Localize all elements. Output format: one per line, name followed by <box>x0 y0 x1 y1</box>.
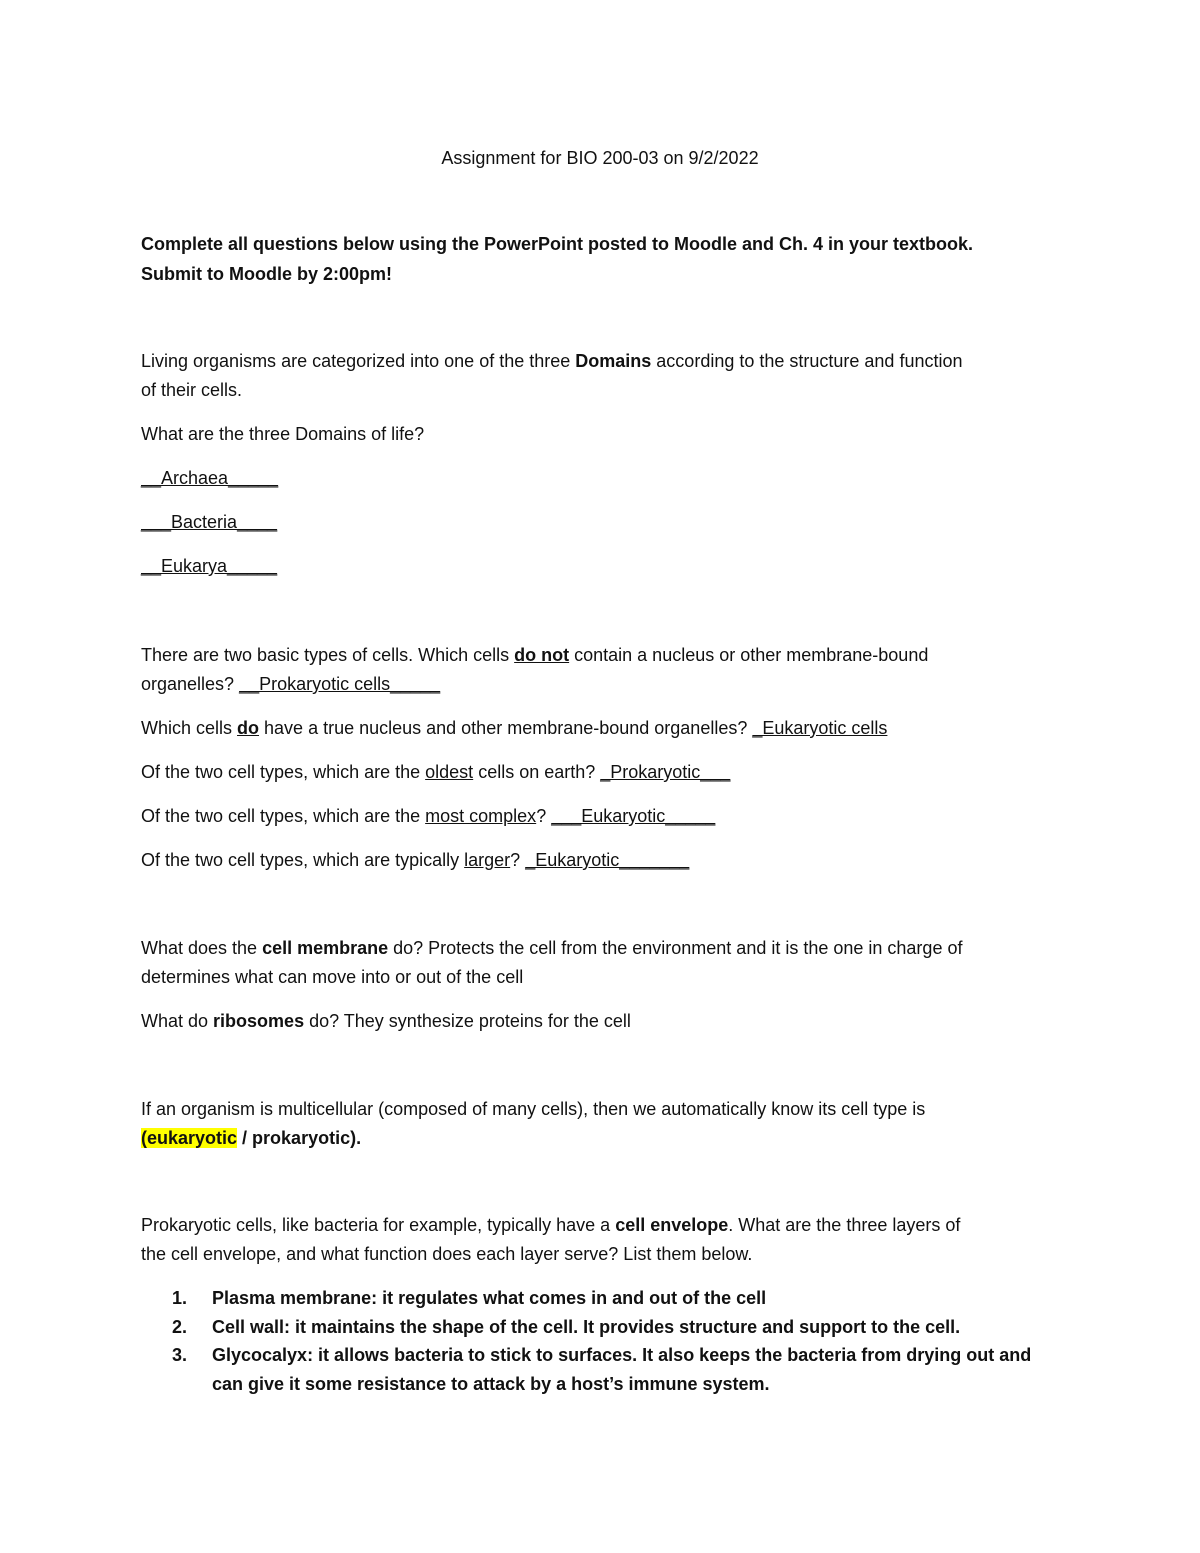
q3-text: Of the two cell types, which are the <box>141 762 426 782</box>
cell-types-question-1 <box>141 643 928 667</box>
q5-answer: _Eukaryotic_______ <box>525 850 690 870</box>
domains-intro-pre: Living organisms are categorized into one of the three <box>141 351 576 371</box>
list-number-1: 1. <box>172 1288 188 1308</box>
envelope-term: cell envelope <box>615 1215 729 1235</box>
membrane-question-line-2: determines what can move into or out of the cell <box>141 967 524 987</box>
envelope-text: Prokaryotic cells, like bacteria for example, typically have a <box>141 1215 616 1235</box>
multicellular-choice-rest: / prokaryotic). <box>237 1128 362 1148</box>
multicellular-choice <box>141 1126 361 1150</box>
q4-emphasis: most complex <box>425 806 537 826</box>
membrane-question <box>141 936 962 960</box>
q2-text: Which cells <box>141 718 238 738</box>
cell-types-question-2 <box>141 716 887 740</box>
q2-answer: _Eukaryotic cells <box>752 718 888 738</box>
domain-answer-eukarya: __Eukarya_____ <box>141 556 278 576</box>
document-title: Assignment for BIO 200-03 on 9/2/2022 <box>441 148 759 168</box>
envelope-question <box>141 1213 960 1237</box>
cell-types-question-5 <box>141 848 689 872</box>
domains-term: Domains <box>575 351 652 371</box>
domain-answer-archaea: __Archaea_____ <box>141 468 279 488</box>
list-item-glycocalyx: Glycocalyx: it allows bacteria to stick to surfaces. It also keeps the bacteria from drying out and <box>212 1345 1032 1365</box>
ribosomes-answer: do? They synthesize proteins for the cell <box>304 1011 631 1031</box>
q1-text-post: contain a nucleus or other membrane-bound <box>569 645 929 665</box>
q3-answer: _Prokaryotic___ <box>600 762 731 782</box>
q1-emphasis: do not <box>514 645 570 665</box>
domains-intro <box>141 349 962 373</box>
q1-text: There are two basic types of cells. Which cells <box>141 645 515 665</box>
envelope-question-line-2: the cell envelope, and what function does each layer serve? List them below. <box>141 1244 753 1264</box>
q4-answer: ___Eukaryotic_____ <box>551 806 716 826</box>
ribosomes-text: What do <box>141 1011 214 1031</box>
list-number-2: 2. <box>172 1317 188 1337</box>
list-item-plasma-membrane: Plasma membrane: it regulates what comes in and out of the cell <box>212 1288 767 1308</box>
q1-line2-text: organelles? <box>141 674 240 694</box>
cell-types-question-4 <box>141 804 715 828</box>
multicellular-question: If an organism is multicellular (composed of many cells), then we automatically know its cell type is <box>141 1099 926 1119</box>
domain-answer-bacteria: ___Bacteria____ <box>141 512 278 532</box>
q3-emphasis: oldest <box>425 762 474 782</box>
instructions-line-2: Submit to Moodle by 2:00pm! <box>141 264 393 284</box>
instructions-line-1: Complete all questions below using the PowerPoint posted to Moodle and Ch. 4 in your textbook. <box>141 234 974 254</box>
domains-question: What are the three Domains of life? <box>141 424 425 444</box>
membrane-term: cell membrane <box>262 938 389 958</box>
ribosomes-question <box>141 1009 631 1033</box>
domains-intro-line-2: of their cells. <box>141 380 243 400</box>
cell-types-question-1-line-2 <box>141 672 440 696</box>
list-number-3: 3. <box>172 1345 188 1365</box>
membrane-answer: do? Protects the cell from the environment and it is the one in charge of <box>388 938 963 958</box>
ribosomes-term: ribosomes <box>213 1011 305 1031</box>
q5-text: Of the two cell types, which are typically <box>141 850 465 870</box>
q2-emphasis: do <box>237 718 260 738</box>
domains-intro-post: according to the structure and function <box>651 351 963 371</box>
q2-text-post: have a true nucleus and other membrane-bound organelles? <box>259 718 753 738</box>
list-item-glycocalyx-continued: can give it some resistance to attack by a host’s immune system. <box>212 1374 770 1394</box>
q4-text-post: ? <box>536 806 552 826</box>
q5-emphasis: larger <box>464 850 511 870</box>
multicellular-highlighted-answer: (eukaryotic <box>141 1128 238 1148</box>
envelope-text-post: . What are the three layers of <box>728 1215 961 1235</box>
q5-text-post: ? <box>510 850 526 870</box>
q3-text-post: cells on earth? <box>473 762 601 782</box>
list-item-cell-wall: Cell wall: it maintains the shape of the cell. It provides structure and support to the cell. <box>212 1317 961 1337</box>
q1-answer: __Prokaryotic cells_____ <box>239 674 441 694</box>
membrane-text: What does the <box>141 938 263 958</box>
q4-text: Of the two cell types, which are the <box>141 806 426 826</box>
cell-types-question-3 <box>141 760 730 784</box>
